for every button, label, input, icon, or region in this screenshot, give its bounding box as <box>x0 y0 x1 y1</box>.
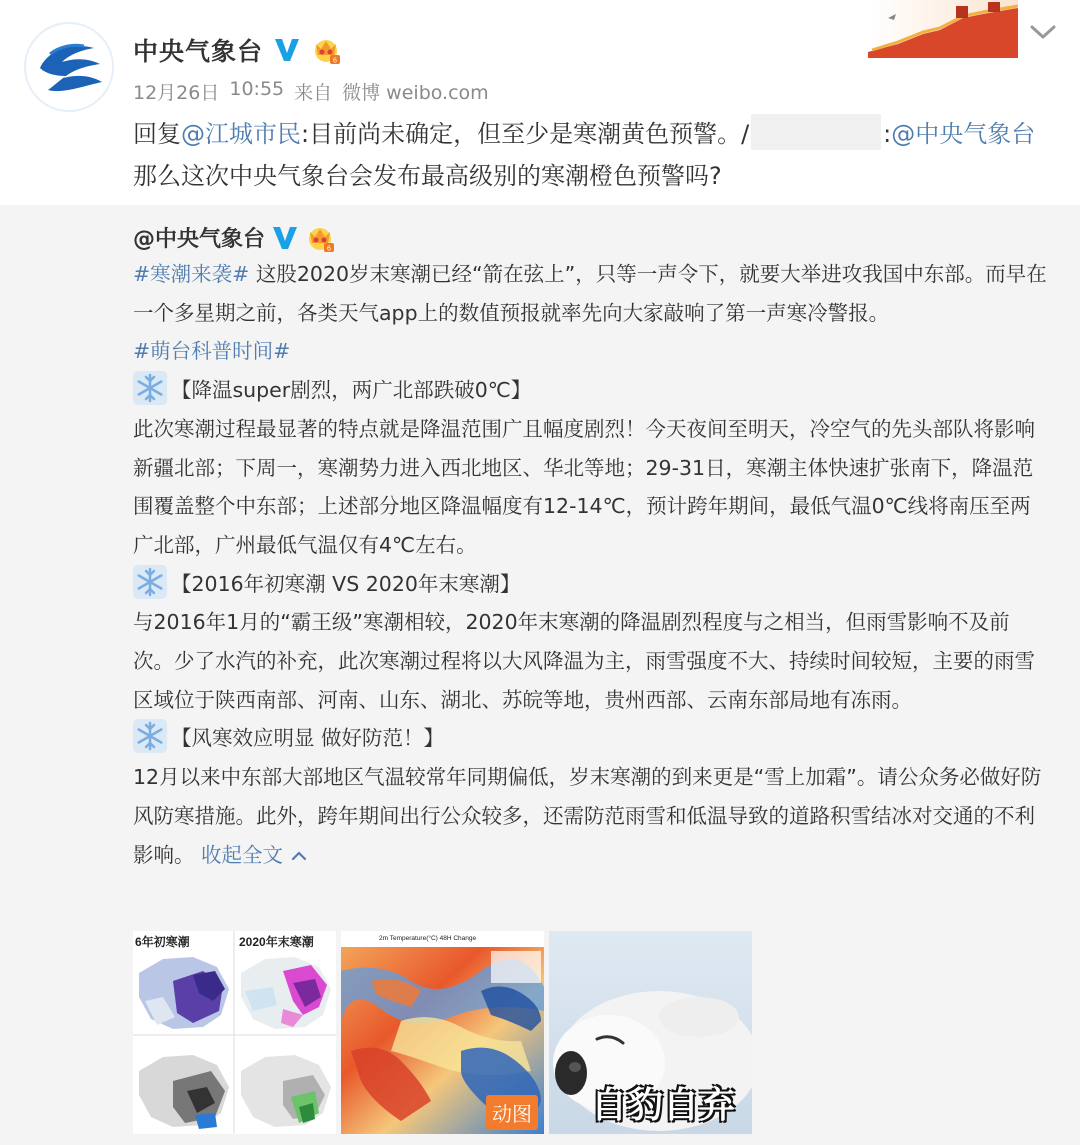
snowflake-icon <box>133 565 167 599</box>
post-source-prefix: 来自 <box>294 82 333 104</box>
avatar-logo-icon <box>26 24 114 112</box>
repost-body <box>133 255 1048 874</box>
svg-text:6: 6 <box>333 57 337 65</box>
author-name[interactable]: 中央气象台 <box>133 37 264 66</box>
section-body <box>133 758 1048 874</box>
vip-crown-icon[interactable] <box>311 35 341 65</box>
intro-paragraph <box>133 255 1048 332</box>
post-text <box>133 113 1053 197</box>
map-compare-image <box>133 931 336 1134</box>
repost-card[interactable] <box>0 205 1080 1145</box>
intro-text: 这股2020岁末寒潮已经“箭在弦上”，只等一声令下，就要大举进攻我国中东部。而早在一个多星期之前，各类天气app上的数值预报就率先向大家敲响了第一声寒冷警报。 <box>133 262 1047 325</box>
post-source[interactable]: 微博 weibo.com <box>342 82 489 104</box>
repost-author-row <box>133 222 335 253</box>
redacted-area <box>751 114 881 150</box>
great-wall-banner-icon <box>868 0 1018 58</box>
seal-meme-thumbnail[interactable] <box>549 931 752 1134</box>
reply-separator: : <box>883 120 892 148</box>
author-row <box>133 30 341 70</box>
snowflake-icon <box>133 371 167 405</box>
map-left-title: 6年初寒潮 <box>135 935 190 949</box>
post-date: 12月26日 <box>133 82 220 104</box>
section-body-text: 12月以来中东部大部地区气温较常年同期偏低，岁末寒潮的到来更是“雪上加霜”。请公众务必做好防风防寒措施。此外，跨年期间出行公众较多，还需防范雨雪和低温导致的道路积雪结冰对交通的不利影响。 <box>133 765 1042 867</box>
verified-v-icon <box>271 224 299 252</box>
seal-caption: 自豹自弃 <box>591 1085 736 1126</box>
svg-text:6: 6 <box>327 245 331 252</box>
reply-text-part: :目前尚未确定，但至少是寒潮黄色预警。/ <box>301 120 750 148</box>
snowflake-icon <box>133 719 167 753</box>
verified-v-icon <box>273 36 301 64</box>
post-meta <box>133 78 489 105</box>
temp-map-title: 2m Temperature(°C) 48H Change <box>379 935 477 942</box>
reply-prefix: 回复 <box>133 120 181 148</box>
vip-crown-icon[interactable] <box>305 223 335 253</box>
collapse-label: 收起全文 <box>201 842 284 867</box>
collapse-text-button[interactable] <box>201 843 308 867</box>
hashtag-link[interactable]: #寒潮来袭# <box>133 262 250 286</box>
repost-author-name[interactable]: @中央气象台 <box>133 227 266 252</box>
mention-link[interactable]: @江城市民 <box>181 120 301 148</box>
section-heading <box>133 371 1048 410</box>
section-heading-text: 【2016年初寒潮 VS 2020年末寒潮】 <box>171 571 521 596</box>
post-time: 10:55 <box>229 78 285 100</box>
image-grid <box>133 931 752 1134</box>
section-heading-text: 【风寒效应明显 做好防范！】 <box>171 726 445 751</box>
avatar[interactable] <box>24 22 114 112</box>
map-right-title: 2020年末寒潮 <box>239 935 314 949</box>
chevron-down-icon[interactable] <box>1028 20 1058 44</box>
temp-change-thumbnail[interactable] <box>341 931 544 1134</box>
section-heading-text: 【降温super剧烈，两广北部跌破0℃】 <box>171 378 532 403</box>
section-heading <box>133 565 1048 604</box>
map-compare-thumbnail[interactable] <box>133 931 336 1134</box>
chevron-up-icon <box>290 850 308 862</box>
section-body: 此次寒潮过程最显著的特点就是降温范围广且幅度剧烈！今天夜间至明天，冷空气的先头部队将影响新疆北部；下周一，寒潮势力进入西北地区、华北等地；29-31日，寒潮主体快速扩张南下，降温范围覆盖整个中东部；上述部分地区降温幅度有12-14℃，预计跨年期间，最低气温0℃线将南压至两广北部，广州最低气温仅有4℃左右。 <box>133 416 1035 557</box>
section-heading <box>133 719 1048 758</box>
reply-text-part: 那么这次中央气象台会发布最高级别的寒潮橙色预警吗? <box>133 162 722 190</box>
mention-link[interactable]: @中央气象台 <box>891 120 1036 148</box>
post-header <box>0 0 1080 205</box>
gif-badge: 动图 <box>486 1095 538 1130</box>
hashtag-paragraph <box>133 332 1048 371</box>
hashtag-link[interactable]: #萌台科普时间# <box>133 339 291 364</box>
section-body: 与2016年1月的“霸王级”寒潮相较，2020年末寒潮的降温剧烈程度与之相当，但雨雪影响不及前次。少了水汽的补充，此次寒潮过程将以大风降温为主，雨雪强度不大、持续时间较短，主要的雨雪区域位于陕西南部、河南、山东、湖北、苏皖等地，贵州西部、云南东部局地有冻雨。 <box>133 610 1035 712</box>
